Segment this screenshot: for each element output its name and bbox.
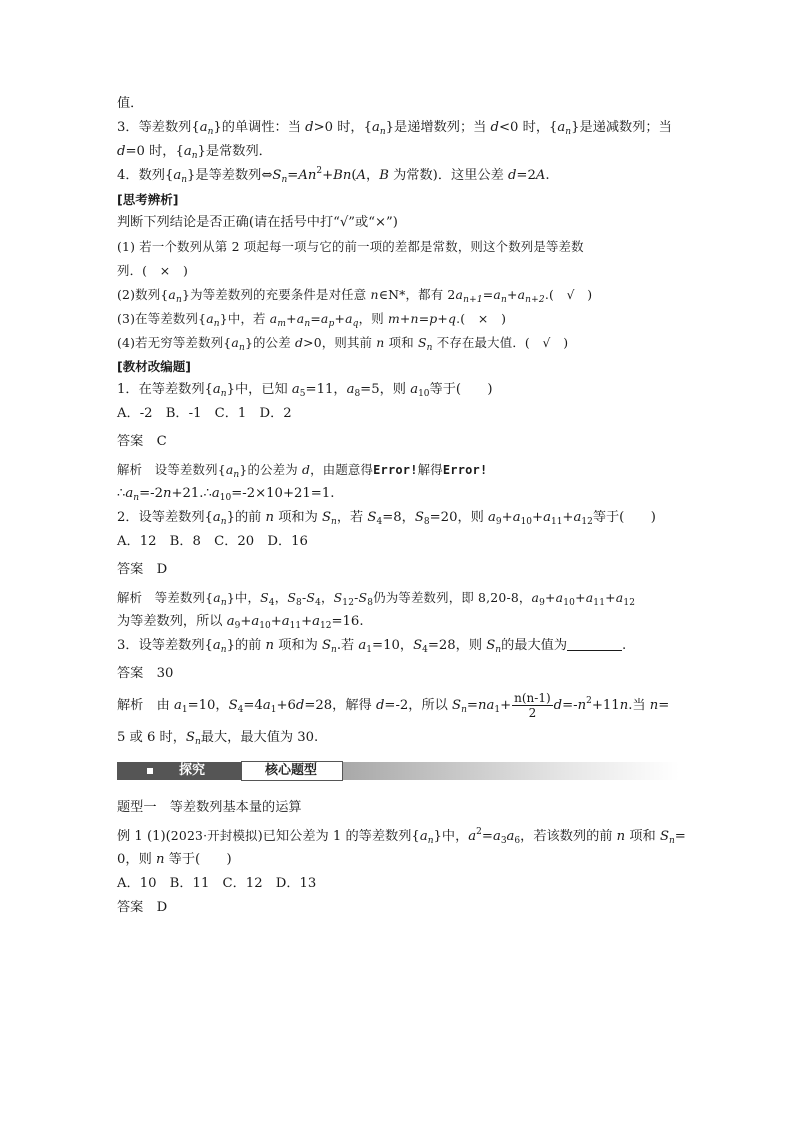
section-heading-think: [思考辨析] xyxy=(117,192,179,207)
judge-item-2: (2)数列$\{a_n\}$为等差数列的充要条件是对任意 n∈N*，都有 $2a_{n+1}=a_n+a_{n+2}$.( √ ) xyxy=(117,287,593,305)
fraction: $\frac{n(n-1)}{2}$ xyxy=(514,691,551,720)
question-2-options: A．12 B．8 C．20 D．16 xyxy=(117,534,308,549)
question-2: 2．设等差数列$\{a_n\}$的前 n 项和为 $S_n$，若 $S_4=8$，$S_8=20$，则 $a_9+a_{10}+a_{11}+a_{12}$等于( ) xyxy=(117,510,656,527)
question-2-analysis-cont: 为等差数列，所以 $a_9+a_{10}+a_{11}+a_{12}=16$. xyxy=(117,614,364,631)
judge-item-1: (1) 若一个数列从第 2 项起每一项与它的前一项的差都是常数，则这个数列是等差数 xyxy=(117,239,584,254)
question-2-analysis: 解析 等差数列$\{a_n\}$中，$S_4$，$S_8-S_4$，$S_{12}-S_8$仍为等差数列，即 8,20-8，$a_9+a_{10}+a_{11}+a_{12}$ xyxy=(117,590,636,608)
example-1-answer: 答案 D xyxy=(117,900,168,915)
banner-label-explore: 探究 xyxy=(179,763,206,778)
property-line-4: 4．数列$\{a_n\}$是等差数列$\Leftrightarrow S_n=An^2+Bn(A$，B 为常数)．这里公差 d=2A. xyxy=(117,166,550,185)
example-1-cont: 0，则 n 等于( ) xyxy=(117,852,232,867)
question-1-analysis: 解析 设等差数列$\{a_n\}$的公差为 d，由题意得Error!解得Error! xyxy=(117,462,488,480)
question-1-options: A．-2 B．-1 C．1 D．2 xyxy=(117,406,292,421)
section-heading-textbook: [教材改编题] xyxy=(117,359,191,374)
monotonicity-line-1: 3．等差数列$\{a_n\}$的单调性：当 d>0 时，$\{a_n\}$是递增数列；当 d<0 时，$\{a_n\}$是递减数列；当 xyxy=(117,120,672,137)
question-3: 3．设等差数列$\{a_n\}$的前 n 项和为 $S_n$.若 $a_1=10$，$S_4=28$，则 $S_n$的最大值为 . xyxy=(117,638,627,655)
question-1: 1．在等差数列$\{a_n\}$中，已知 $a_5=11$，$a_8=5$，则 $a_{10}$等于( ) xyxy=(117,382,493,399)
monotonicity-line-2: d=0 时，$\{a_n\}$是常数列． xyxy=(117,144,272,161)
example-1-options: A．10 B．11 C．12 D．13 xyxy=(117,876,317,891)
banner-label-core: 核心题型 xyxy=(264,763,317,778)
text-line: 值． xyxy=(117,96,144,111)
answer-blank xyxy=(567,636,622,651)
question-3-analysis-cont: 5 或 6 时，$S_n$最大，最大值为 30. xyxy=(117,730,319,747)
section-banner xyxy=(117,760,679,782)
question-type-heading: 题型一 等差数列基本量的运算 xyxy=(117,800,302,815)
judge-item-4: (4)若无穷等差数列$\{a_n\}$的公差 d>0，则其前 n 项和 $S_n$ 不存在最大值．( √ ) xyxy=(117,335,569,353)
judge-item-1-cont: 列．( × ) xyxy=(117,263,189,278)
square-bullet-icon xyxy=(147,768,153,774)
question-1-analysis-cont: $\therefore a_n=-2n+21.\therefore a_{10}=-2\times 10+21=1$. xyxy=(117,486,335,503)
example-1: 例 1 (1)(2023·开封模拟)已知公差为 1 的等差数列$\{a_n\}$中，$a^2=a_3a_6$，若该数列的前 n 项和 $S_n=$ xyxy=(117,827,686,846)
question-3-analysis: 解析 由 $a_1=10$，$S_4=4a_1+6d=28$，解得 d=-2，所以 $S_n=na_1+$ $\frac{n(n-1)}{2}$ $d=-n^2+11n$.当 n= xyxy=(117,691,670,720)
question-2-answer: 答案 D xyxy=(117,562,168,577)
question-3-answer: 答案 30 xyxy=(117,666,174,681)
judge-intro: 判断下列结论是否正确(请在括号中打“√”或“×”) xyxy=(117,215,398,230)
question-1-answer: 答案 C xyxy=(117,434,167,449)
document-page xyxy=(117,92,686,920)
judge-item-3: (3)在等差数列$\{a_n\}$中，若 $a_m+a_n=a_p+a_q$，则 m+n=p+q.( × ) xyxy=(117,311,507,329)
